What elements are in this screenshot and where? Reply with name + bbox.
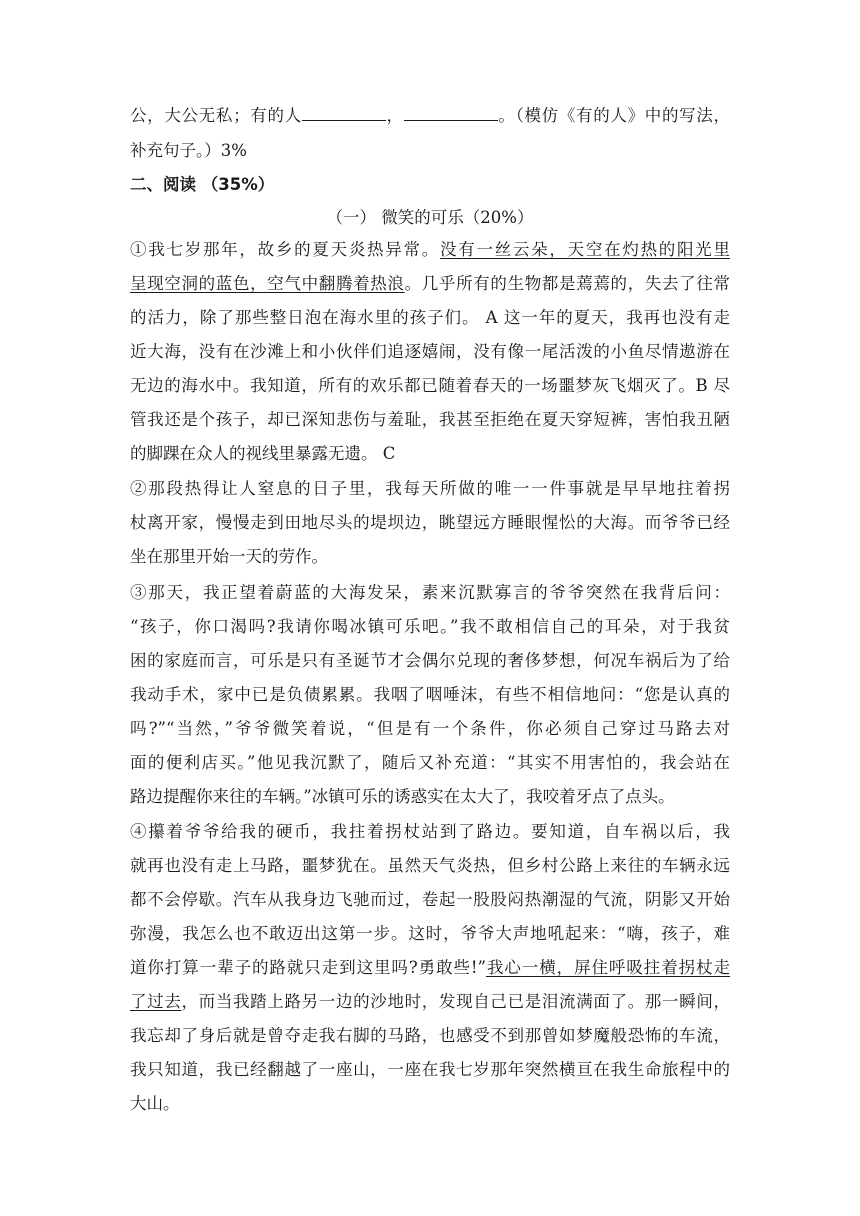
question-text: 公，大公无私；有的人 [130, 106, 302, 125]
section-heading: 二、阅读 （35%） [130, 175, 275, 194]
paragraph-1-line: 无边的海水中。我知道，所有的欢乐都已随着春天的一场噩梦灰飞烟灭了。B 尽 [130, 376, 730, 395]
paragraph-4-line: 就再也没有走上马路，噩梦犹在。虽然天气炎热，但乡村公路上来往的车辆永远 [130, 856, 730, 875]
paragraph-4-line: 都不会停歇。汽车从我身边飞驰而过，卷起一股股闷热潮湿的气流，阴影又开始 [130, 890, 730, 909]
paragraph-3-line: 路边提醒你来往的车辆。”冰镇可乐的诱惑实在太大了，我咬着牙点了点头。 [130, 787, 675, 806]
paragraph-3-line: 吗?”“当然，”爷爷微笑着说，“但是有一个条件，你必须自己穿过马路去对 [130, 719, 730, 738]
paragraph-3-line: ③那天，我正望着蔚蓝的大海发呆，素来沉默寡言的爷爷突然在我背后问： [130, 583, 730, 602]
text-span: 。几乎所有的生物都是蔫蔫的，失去了往常 [404, 274, 731, 293]
paragraph-1-line [130, 240, 730, 260]
question-line: 补充句子。）3% [130, 141, 247, 160]
separator: ， [385, 106, 404, 125]
paragraph-1-line: 的活力，除了那些整日泡在海水里的孩子们。 A 这一年的夏天，我再也没有走 [130, 308, 730, 327]
underlined-sentence: 我心一横，屏住呼吸拄着拐杖走 [486, 958, 731, 977]
paragraph-4-line: 弥漫，我怎么也不敢迈出这第一步。这时，爷爷大声地吼起来：“嗨，孩子，难 [130, 924, 730, 943]
underlined-sentence: 呈现空洞的蓝色，空气中翻腾着热浪 [130, 274, 405, 293]
underlined-sentence: 没有一丝云朵，天空在灼热的阳光里 [439, 240, 730, 259]
paragraph-3-line: 面的便利店买。”他见我沉默了，随后又补充道：“其实不用害怕的，我会站在 [130, 753, 730, 772]
answer-blank-1[interactable] [302, 106, 386, 121]
text-span: ①我七岁那年，故乡的夏天炎热异常。 [130, 240, 440, 259]
paragraph-3-line: 困的家庭而言，可乐是只有圣诞节才会偶尔兑现的奢侈梦想，何况车祸后为了给 [130, 651, 730, 670]
underlined-sentence: 了过去 [130, 992, 182, 1011]
text-span: ，而当我踏上路另一边的沙地时，发现自己已是泪流满面了。那一瞬间， [181, 992, 731, 1011]
paragraph-1-line: 近大海，没有在沙滩上和小伙伴们追逐嬉闹，没有像一尾活泼的小鱼尽情遨游在 [130, 342, 730, 361]
paragraph-1-line: 管我还是个孩子，却已深知悲伤与羞耻，我甚至拒绝在夏天穿短裤，害怕我丑陋 [130, 410, 730, 429]
answer-blank-2[interactable] [404, 106, 498, 121]
paragraph-4-line [130, 958, 730, 978]
paragraph-4-line: ④攥着爷爷给我的硬币，我拄着拐杖站到了路边。要知道，自车祸以后，我 [130, 822, 730, 841]
paragraph-1-line: 的脚踝在众人的视线里暴露无遗。 C [130, 444, 396, 463]
paragraph-4-line [130, 992, 730, 1012]
paragraph-4-line: 大山。 [130, 1094, 180, 1113]
paragraph-2-line: ②那段热得让人窒息的日子里，我每天所做的唯一一件事就是早早地拄着拐 [130, 479, 730, 498]
text-span: 道你打算一辈子的路就只走到这里吗?勇敢些!” [130, 958, 486, 977]
paragraph-2-line: 坐在那里开始一天的劳作。 [130, 547, 328, 566]
paragraph-3-line: 我动手术，家中已是负债累累。我咽了咽唾沫，有些不相信地问：“您是认真的 [130, 685, 730, 704]
passage-title: （一） 微笑的可乐（20%） [326, 208, 534, 227]
paragraph-4-line: 我只知道，我已经翻越了一座山，一座在我七岁那年突然横亘在我生命旅程中的 [130, 1060, 730, 1079]
question-text: 。（模仿《有的人》中的写法， [497, 106, 731, 125]
paragraph-1-line [130, 274, 730, 294]
paragraph-3-line: “孩子，你口渴吗?我请你喝冰镇可乐吧。”我不敢相信自己的耳朵，对于我贫 [130, 617, 730, 636]
paragraph-4-line: 我忘却了身后就是曾夺走我右脚的马路，也感受不到那曾如梦魔般恐怖的车流， [130, 1026, 730, 1045]
question-line [130, 106, 730, 126]
paragraph-2-line: 杖离开家，慢慢走到田地尽头的堤坝边，眺望远方睡眼惺忪的大海。而爷爷已经 [130, 513, 730, 532]
